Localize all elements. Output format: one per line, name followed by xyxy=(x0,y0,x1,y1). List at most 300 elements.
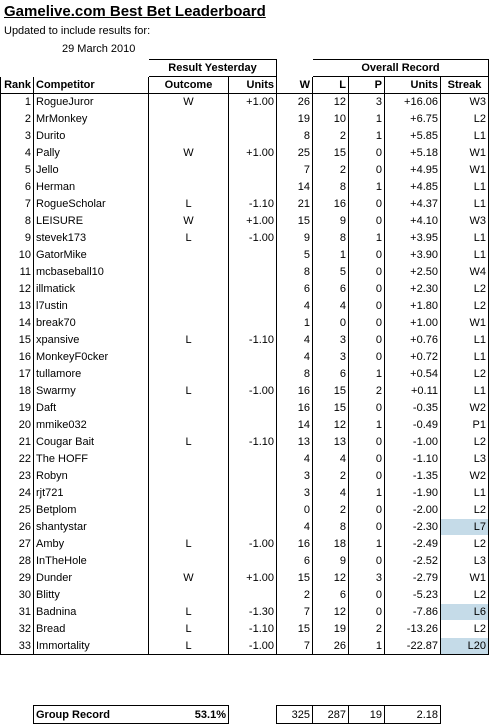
streak-cell: L1 xyxy=(441,349,489,366)
rank-cell: 23 xyxy=(1,468,34,485)
losses-cell: 3 xyxy=(313,332,349,349)
pushes-cell: 1 xyxy=(349,485,385,502)
pushes-cell: 1 xyxy=(349,417,385,434)
rank-cell: 22 xyxy=(1,451,34,468)
rank-cell: 25 xyxy=(1,502,34,519)
outcome-cell xyxy=(149,553,229,570)
rank-cell: 13 xyxy=(1,298,34,315)
streak-cell: L2 xyxy=(441,587,489,604)
outcome-cell: W xyxy=(149,145,229,162)
losses-cell: 0 xyxy=(313,315,349,332)
competitor-cell: rjt721 xyxy=(34,485,149,502)
streak-cell: L7 xyxy=(441,519,489,536)
units-cell: +16.06 xyxy=(385,94,441,111)
outcome-cell xyxy=(149,519,229,536)
table-row xyxy=(1,230,489,247)
pushes-cell: 0 xyxy=(349,502,385,519)
pushes-cell: 2 xyxy=(349,383,385,400)
losses-cell: 3 xyxy=(313,349,349,366)
units-cell: -2.52 xyxy=(385,553,441,570)
units-yesterday-cell xyxy=(229,162,277,179)
units-yesterday-cell xyxy=(229,587,277,604)
outcome-cell xyxy=(149,485,229,502)
outcome-cell: L xyxy=(149,638,229,655)
col-rank-header: Rank xyxy=(1,77,34,94)
pushes-cell: 3 xyxy=(349,570,385,587)
streak-cell: L1 xyxy=(441,179,489,196)
wins-cell: 0 xyxy=(277,502,313,519)
pushes-cell: 1 xyxy=(349,638,385,655)
streak-cell: L2 xyxy=(441,366,489,383)
wins-cell: 3 xyxy=(277,468,313,485)
outcome-cell: W xyxy=(149,213,229,230)
losses-cell: 10 xyxy=(313,111,349,128)
streak-cell: W3 xyxy=(441,213,489,230)
pushes-cell: 0 xyxy=(349,315,385,332)
units-cell: +0.72 xyxy=(385,349,441,366)
outcome-cell xyxy=(149,281,229,298)
col-streak-header: Streak xyxy=(441,77,489,94)
wins-cell: 14 xyxy=(277,417,313,434)
outcome-cell xyxy=(149,315,229,332)
table-row xyxy=(1,196,489,213)
rank-cell: 11 xyxy=(1,264,34,281)
table-row xyxy=(1,621,489,638)
pushes-cell: 0 xyxy=(349,349,385,366)
pushes-cell: 0 xyxy=(349,196,385,213)
rank-cell: 9 xyxy=(1,230,34,247)
streak-cell: L2 xyxy=(441,111,489,128)
streak-cell: L1 xyxy=(441,247,489,264)
rank-cell: 33 xyxy=(1,638,34,655)
competitor-cell: Robyn xyxy=(34,468,149,485)
units-cell: +1.00 xyxy=(385,315,441,332)
pushes-cell: 2 xyxy=(349,621,385,638)
competitor-cell: MonkeyF0cker xyxy=(34,349,149,366)
rank-cell: 12 xyxy=(1,281,34,298)
wins-cell: 8 xyxy=(277,128,313,145)
rank-cell: 17 xyxy=(1,366,34,383)
units-cell: -1.90 xyxy=(385,485,441,502)
outcome-cell xyxy=(149,417,229,434)
competitor-cell: LEISURE xyxy=(34,213,149,230)
rank-cell: 6 xyxy=(1,179,34,196)
losses-cell: 18 xyxy=(313,536,349,553)
wins-cell: 4 xyxy=(277,349,313,366)
pushes-cell: 0 xyxy=(349,213,385,230)
competitor-cell: Pally xyxy=(34,145,149,162)
outcome-cell xyxy=(149,587,229,604)
table-row xyxy=(1,366,489,383)
units-cell: +4.85 xyxy=(385,179,441,196)
competitor-cell: illmatick xyxy=(34,281,149,298)
units-cell: -5.23 xyxy=(385,587,441,604)
outcome-cell xyxy=(149,451,229,468)
rank-cell: 28 xyxy=(1,553,34,570)
wins-cell: 16 xyxy=(277,400,313,417)
pushes-cell: 0 xyxy=(349,587,385,604)
leaderboard-rows xyxy=(1,94,489,655)
outcome-cell xyxy=(149,366,229,383)
units-yesterday-cell: +1.00 xyxy=(229,94,277,111)
competitor-cell: Bread xyxy=(34,621,149,638)
rank-cell: 32 xyxy=(1,621,34,638)
streak-cell: L1 xyxy=(441,383,489,400)
table-row xyxy=(1,162,489,179)
wins-cell: 1 xyxy=(277,315,313,332)
competitor-cell: Immortality xyxy=(34,638,149,655)
rank-cell: 5 xyxy=(1,162,34,179)
units-yesterday-cell xyxy=(229,315,277,332)
streak-cell: W2 xyxy=(441,468,489,485)
outcome-cell xyxy=(149,247,229,264)
units-yesterday-cell xyxy=(229,247,277,264)
table-row xyxy=(1,400,489,417)
table-row xyxy=(1,638,489,655)
wins-cell: 16 xyxy=(277,383,313,400)
units-yesterday-cell xyxy=(229,349,277,366)
group-record-label: Group Record xyxy=(34,706,149,724)
competitor-cell: MrMonkey xyxy=(34,111,149,128)
pushes-cell: 0 xyxy=(349,281,385,298)
outcome-cell: W xyxy=(149,570,229,587)
losses-cell: 26 xyxy=(313,638,349,655)
rank-cell: 19 xyxy=(1,400,34,417)
wins-cell: 13 xyxy=(277,434,313,451)
units-yesterday-cell xyxy=(229,502,277,519)
outcome-cell: L xyxy=(149,196,229,213)
pushes-cell: 0 xyxy=(349,451,385,468)
streak-cell: L2 xyxy=(441,281,489,298)
units-cell: -2.49 xyxy=(385,536,441,553)
rank-cell: 30 xyxy=(1,587,34,604)
outcome-cell xyxy=(149,298,229,315)
losses-cell: 15 xyxy=(313,400,349,417)
table-row xyxy=(1,349,489,366)
units-yesterday-cell: -1.00 xyxy=(229,638,277,655)
streak-cell: L1 xyxy=(441,128,489,145)
update-date: 29 March 2010 xyxy=(62,43,136,55)
competitor-cell: Jello xyxy=(34,162,149,179)
units-yesterday-cell: +1.00 xyxy=(229,213,277,230)
streak-cell: W1 xyxy=(441,162,489,179)
losses-cell: 4 xyxy=(313,451,349,468)
rank-cell: 1 xyxy=(1,94,34,111)
wins-cell: 4 xyxy=(277,332,313,349)
units-cell: +4.37 xyxy=(385,196,441,213)
streak-cell: W3 xyxy=(441,94,489,111)
losses-cell: 12 xyxy=(313,94,349,111)
units-cell: -1.10 xyxy=(385,451,441,468)
table-row xyxy=(1,94,489,111)
rank-cell: 24 xyxy=(1,485,34,502)
losses-cell: 8 xyxy=(313,230,349,247)
units-cell: +1.80 xyxy=(385,298,441,315)
table-row xyxy=(1,502,489,519)
wins-cell: 19 xyxy=(277,111,313,128)
losses-cell: 4 xyxy=(313,298,349,315)
outcome-cell xyxy=(149,179,229,196)
table-row xyxy=(1,213,489,230)
outcome-cell xyxy=(149,162,229,179)
pushes-cell: 0 xyxy=(349,434,385,451)
wins-cell: 9 xyxy=(277,230,313,247)
units-yesterday-cell: -1.30 xyxy=(229,604,277,621)
competitor-cell: break70 xyxy=(34,315,149,332)
competitor-cell: GatorMike xyxy=(34,247,149,264)
units-cell: +6.75 xyxy=(385,111,441,128)
column-header-row xyxy=(1,77,489,94)
wins-cell: 8 xyxy=(277,366,313,383)
losses-cell: 15 xyxy=(313,145,349,162)
wins-cell: 21 xyxy=(277,196,313,213)
rank-cell: 26 xyxy=(1,519,34,536)
losses-cell: 1 xyxy=(313,247,349,264)
rank-cell: 18 xyxy=(1,383,34,400)
streak-cell: P1 xyxy=(441,417,489,434)
units-cell: -22.87 xyxy=(385,638,441,655)
losses-cell: 12 xyxy=(313,417,349,434)
wins-cell: 7 xyxy=(277,604,313,621)
table-row xyxy=(1,434,489,451)
table-row xyxy=(1,315,489,332)
pushes-cell: 0 xyxy=(349,162,385,179)
group-record-units: 2.18 xyxy=(385,706,441,724)
table-row xyxy=(1,553,489,570)
table-row xyxy=(1,383,489,400)
losses-cell: 2 xyxy=(313,128,349,145)
wins-cell: 7 xyxy=(277,638,313,655)
units-cell: -1.35 xyxy=(385,468,441,485)
competitor-cell: Herman xyxy=(34,179,149,196)
losses-cell: 8 xyxy=(313,519,349,536)
units-cell: +3.90 xyxy=(385,247,441,264)
units-cell: +4.95 xyxy=(385,162,441,179)
col-l-header: L xyxy=(313,77,349,94)
outcome-cell xyxy=(149,502,229,519)
streak-cell: L2 xyxy=(441,434,489,451)
streak-cell: L1 xyxy=(441,230,489,247)
losses-cell: 6 xyxy=(313,587,349,604)
units-cell: +5.18 xyxy=(385,145,441,162)
competitor-cell: Durito xyxy=(34,128,149,145)
units-yesterday-cell: -1.00 xyxy=(229,383,277,400)
units-cell: -2.79 xyxy=(385,570,441,587)
pushes-cell: 0 xyxy=(349,604,385,621)
table-row xyxy=(1,128,489,145)
rank-cell: 10 xyxy=(1,247,34,264)
rank-cell: 3 xyxy=(1,128,34,145)
competitor-cell: shantystar xyxy=(34,519,149,536)
col-competitor-header: Competitor xyxy=(34,77,149,94)
group-record-l: 287 xyxy=(313,706,349,724)
table-row xyxy=(1,485,489,502)
units-cell: -13.26 xyxy=(385,621,441,638)
outcome-cell xyxy=(149,349,229,366)
wins-cell: 6 xyxy=(277,281,313,298)
competitor-cell: Blitty xyxy=(34,587,149,604)
outcome-cell: L xyxy=(149,434,229,451)
table-row xyxy=(1,332,489,349)
losses-cell: 13 xyxy=(313,434,349,451)
table-row xyxy=(1,451,489,468)
units-yesterday-cell xyxy=(229,264,277,281)
streak-cell: L1 xyxy=(441,196,489,213)
table-row xyxy=(1,298,489,315)
losses-cell: 6 xyxy=(313,366,349,383)
streak-cell: W4 xyxy=(441,264,489,281)
units-yesterday-cell xyxy=(229,451,277,468)
units-yesterday-cell xyxy=(229,468,277,485)
table-row xyxy=(1,281,489,298)
competitor-cell: mmike032 xyxy=(34,417,149,434)
units-yesterday-cell: -1.10 xyxy=(229,196,277,213)
pushes-cell: 0 xyxy=(349,519,385,536)
table-row xyxy=(1,604,489,621)
units-cell: -0.49 xyxy=(385,417,441,434)
streak-cell: W2 xyxy=(441,400,489,417)
wins-cell: 4 xyxy=(277,298,313,315)
rank-cell: 7 xyxy=(1,196,34,213)
group-record-row xyxy=(33,705,441,724)
losses-cell: 12 xyxy=(313,570,349,587)
losses-cell: 4 xyxy=(313,485,349,502)
losses-cell: 5 xyxy=(313,264,349,281)
outcome-cell xyxy=(149,111,229,128)
pushes-cell: 1 xyxy=(349,366,385,383)
units-cell: +0.54 xyxy=(385,366,441,383)
pushes-cell: 0 xyxy=(349,400,385,417)
units-yesterday-cell xyxy=(229,553,277,570)
streak-cell: W1 xyxy=(441,315,489,332)
rank-cell: 15 xyxy=(1,332,34,349)
units-yesterday-cell xyxy=(229,298,277,315)
wins-cell: 25 xyxy=(277,145,313,162)
units-yesterday-cell: -1.00 xyxy=(229,230,277,247)
table-row xyxy=(1,417,489,434)
wins-cell: 15 xyxy=(277,213,313,230)
streak-cell: L20 xyxy=(441,638,489,655)
rank-cell: 21 xyxy=(1,434,34,451)
streak-cell: L3 xyxy=(441,451,489,468)
col-units-header: Units xyxy=(385,77,441,94)
update-note: Updated to include results for: xyxy=(4,25,151,37)
overall-record-header: Overall Record xyxy=(313,60,489,77)
col-w-header: W xyxy=(277,77,313,94)
units-cell: +0.11 xyxy=(385,383,441,400)
table-row xyxy=(1,570,489,587)
competitor-cell: Dunder xyxy=(34,570,149,587)
units-yesterday-cell xyxy=(229,111,277,128)
units-cell: +5.85 xyxy=(385,128,441,145)
pushes-cell: 0 xyxy=(349,553,385,570)
leaderboard-table xyxy=(0,59,489,655)
wins-cell: 14 xyxy=(277,179,313,196)
table-row xyxy=(1,536,489,553)
competitor-cell: RogueJuror xyxy=(34,94,149,111)
rank-cell: 4 xyxy=(1,145,34,162)
col-units-yesterday-header: Units xyxy=(229,77,277,94)
pushes-cell: 1 xyxy=(349,230,385,247)
group-record-pct: 53.1% xyxy=(149,706,229,724)
units-cell: +3.95 xyxy=(385,230,441,247)
outcome-cell: L xyxy=(149,604,229,621)
wins-cell: 15 xyxy=(277,621,313,638)
units-yesterday-cell xyxy=(229,485,277,502)
streak-cell: L1 xyxy=(441,485,489,502)
units-yesterday-cell xyxy=(229,179,277,196)
losses-cell: 19 xyxy=(313,621,349,638)
result-yesterday-header: Result Yesterday xyxy=(149,60,277,77)
units-yesterday-cell xyxy=(229,519,277,536)
losses-cell: 15 xyxy=(313,383,349,400)
table-row xyxy=(1,468,489,485)
table-row xyxy=(1,111,489,128)
losses-cell: 12 xyxy=(313,604,349,621)
competitor-cell: tullamore xyxy=(34,366,149,383)
units-yesterday-cell xyxy=(229,281,277,298)
outcome-cell xyxy=(149,400,229,417)
wins-cell: 15 xyxy=(277,570,313,587)
losses-cell: 9 xyxy=(313,213,349,230)
outcome-cell xyxy=(149,468,229,485)
wins-cell: 3 xyxy=(277,485,313,502)
competitor-cell: The HOFF xyxy=(34,451,149,468)
competitor-cell: mcbaseball10 xyxy=(34,264,149,281)
competitor-cell: Betplom xyxy=(34,502,149,519)
competitor-cell: Daft xyxy=(34,400,149,417)
outcome-cell xyxy=(149,264,229,281)
units-yesterday-cell: -1.00 xyxy=(229,536,277,553)
table-row xyxy=(1,247,489,264)
table-row xyxy=(1,587,489,604)
table-row xyxy=(1,519,489,536)
outcome-cell: L xyxy=(149,332,229,349)
outcome-cell: W xyxy=(149,94,229,111)
units-cell: +2.30 xyxy=(385,281,441,298)
losses-cell: 8 xyxy=(313,179,349,196)
outcome-cell: L xyxy=(149,621,229,638)
streak-cell: L6 xyxy=(441,604,489,621)
wins-cell: 8 xyxy=(277,264,313,281)
competitor-cell: Amby xyxy=(34,536,149,553)
units-cell: +4.10 xyxy=(385,213,441,230)
streak-cell: L1 xyxy=(441,332,489,349)
pushes-cell: 1 xyxy=(349,536,385,553)
pushes-cell: 3 xyxy=(349,94,385,111)
competitor-cell: l7ustin xyxy=(34,298,149,315)
competitor-cell: Cougar Bait xyxy=(34,434,149,451)
competitor-cell: xpansive xyxy=(34,332,149,349)
rank-cell: 16 xyxy=(1,349,34,366)
competitor-cell: stevek173 xyxy=(34,230,149,247)
rank-cell: 14 xyxy=(1,315,34,332)
pushes-cell: 0 xyxy=(349,264,385,281)
losses-cell: 16 xyxy=(313,196,349,213)
pushes-cell: 1 xyxy=(349,111,385,128)
col-p-header: P xyxy=(349,77,385,94)
pushes-cell: 0 xyxy=(349,145,385,162)
outcome-cell: L xyxy=(149,383,229,400)
units-yesterday-cell xyxy=(229,366,277,383)
outcome-cell xyxy=(149,128,229,145)
rank-cell: 27 xyxy=(1,536,34,553)
wins-cell: 4 xyxy=(277,451,313,468)
units-yesterday-cell: -1.10 xyxy=(229,434,277,451)
units-cell: -2.30 xyxy=(385,519,441,536)
pushes-cell: 1 xyxy=(349,179,385,196)
group-record-w: 325 xyxy=(277,706,313,724)
